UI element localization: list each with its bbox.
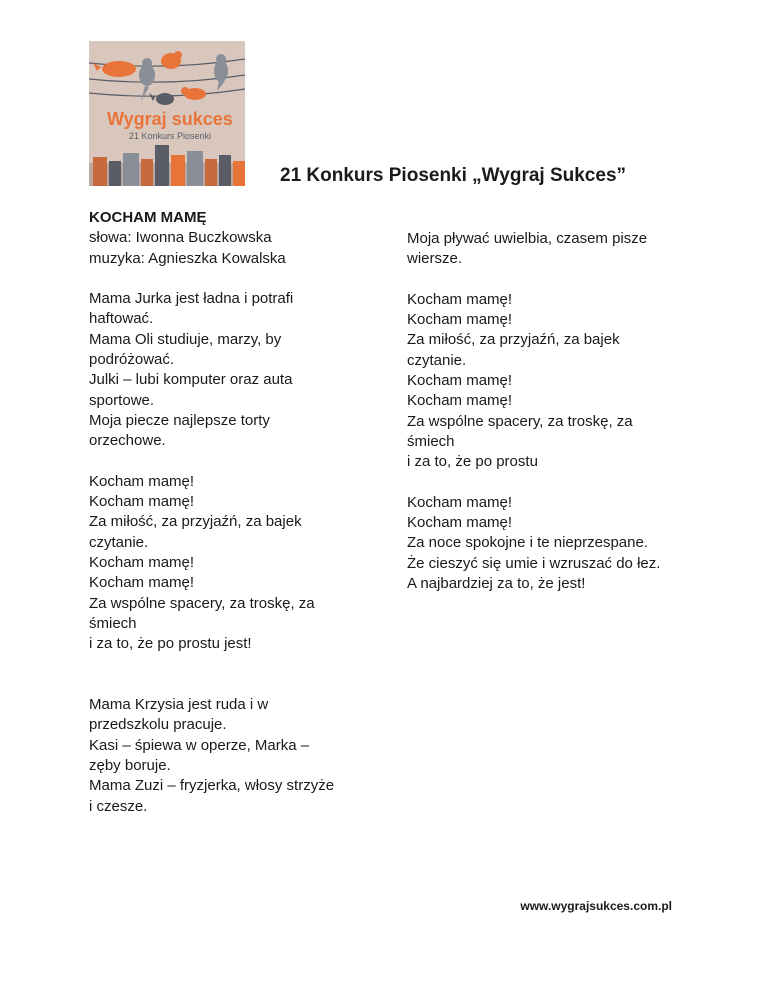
lyric-line: Za noce spokojne i te nieprzespane.	[407, 534, 648, 552]
lyric-line: i za to, że po prostu jest!	[89, 635, 252, 653]
lyric-line: wiersze.	[407, 250, 463, 268]
lyrics-right-column	[407, 229, 707, 594]
lyric-line: Za miłość, za przyjaźń, za bajek	[89, 513, 302, 531]
lyric-line: Kocham mamę!	[89, 472, 195, 490]
lyric-line: podróżować.	[89, 351, 175, 369]
lyric-line: Mama Jurka jest ładna i potrafi	[89, 290, 294, 308]
lyric-line: Kocham mamę!	[407, 514, 513, 532]
lyric-line: sportowe.	[89, 391, 155, 409]
lyric-line: Za wspólne spacery, za troskę, za	[89, 594, 315, 612]
lyric-line: A najbardziej za to, że jest!	[407, 575, 586, 593]
lyric-line: Moja piecze najlepsze torty	[89, 411, 270, 429]
lyrics-left-column	[89, 208, 379, 817]
lyric-line: Kocham mamę!	[407, 392, 513, 410]
chorus	[89, 472, 379, 655]
lyric-line: i czesze.	[89, 797, 148, 815]
lyrics-author: słowa: Iwonna Buczkowska	[89, 229, 272, 247]
website-url: www.wygrajsukces.com.pl	[520, 899, 672, 913]
lyric-line: Mama Oli studiuje, marzy, by	[89, 330, 282, 348]
lyric-line: Kocham mamę!	[89, 554, 195, 572]
lyric-line: Kocham mamę!	[407, 290, 513, 308]
page-title: 21 Konkurs Piosenki „Wygraj Sukces”	[280, 165, 627, 186]
gray-bird-icon	[149, 93, 174, 105]
lyric-line: i za to, że po prostu	[407, 453, 538, 471]
lyric-line: haftować.	[89, 310, 154, 328]
houses-silhouette-icon	[89, 145, 245, 186]
verse-2-end	[407, 229, 707, 270]
lyric-line: Za wspólne spacery, za troskę, za	[407, 412, 633, 430]
verse-2	[89, 695, 379, 817]
lyric-line: orzechowe.	[89, 432, 166, 450]
final-chorus	[407, 493, 707, 594]
lyric-line: czytanie.	[407, 351, 467, 369]
lyric-line: Kasi – śpiewa w operze, Marka –	[89, 736, 310, 754]
lyric-line: zęby boruje.	[89, 757, 171, 775]
lyric-line: czytanie.	[89, 533, 149, 551]
logo-title-text: Wygraj sukces	[107, 109, 233, 129]
lyric-line: śmiech	[89, 614, 137, 632]
lyric-line: Za miłość, za przyjaźń, za bajek	[407, 331, 620, 349]
verse-1	[89, 289, 379, 451]
lyric-line: Kocham mamę!	[89, 493, 195, 511]
chorus	[407, 290, 707, 473]
lyric-line: Mama Zuzi – fryzjerka, włosy strzyże	[89, 777, 335, 795]
lyric-line: śmiech	[407, 432, 455, 450]
lyric-line: Kocham mamę!	[89, 574, 195, 592]
lyric-line: Moja pływać uwielbia, czasem pisze	[407, 230, 648, 247]
contest-logo	[89, 41, 245, 186]
lyric-line: Kocham mamę!	[407, 372, 513, 390]
logo-subtitle-text: 21 Konkurs Piosenki	[129, 131, 212, 141]
lyric-line: Julki – lubi komputer oraz auta	[89, 371, 293, 389]
lyric-line: Mama Krzysia jest ruda i w	[89, 696, 269, 714]
orange-bird-icon	[181, 87, 206, 100]
lyric-line: przedszkolu pracuje.	[89, 716, 227, 734]
logo-illustration	[89, 41, 245, 186]
gray-bird-icon	[214, 54, 228, 91]
gray-bird-icon	[139, 58, 155, 101]
orange-bird-icon	[161, 51, 182, 69]
lyric-line: Że cieszyć się umie i wzruszać do łez.	[407, 554, 661, 572]
song-title: KOCHAM MAMĘ	[89, 209, 207, 226]
lyric-line: Kocham mamę!	[407, 493, 513, 511]
lyric-line: Kocham mamę!	[407, 311, 513, 329]
music-author: muzyka: Agnieszka Kowalska	[89, 249, 286, 267]
